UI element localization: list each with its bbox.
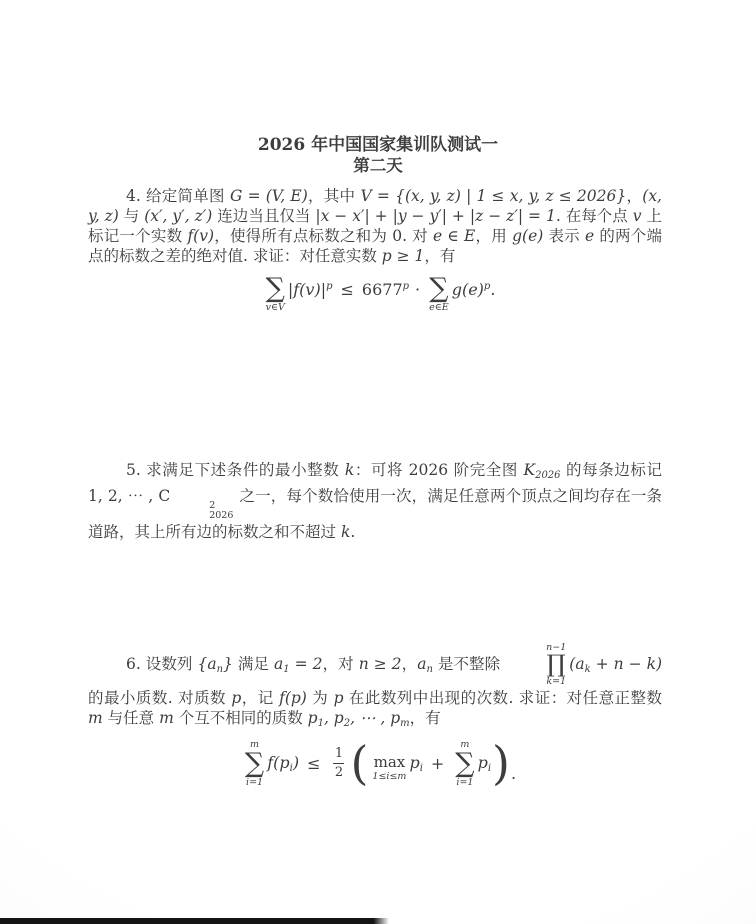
- sum-over-edges: [429, 273, 449, 314]
- max-label: max: [373, 753, 406, 772]
- math-run: a: [274, 654, 284, 673]
- math-run: + n − k): [590, 654, 663, 673]
- product-operator: [508, 642, 566, 688]
- text-run: 的每条边标记 1, 2, ⋯ ,: [88, 461, 662, 505]
- page-subtitle: 第二天: [353, 156, 403, 175]
- math-run: f(v): [187, 227, 215, 245]
- math-run: G = (V, E): [230, 187, 308, 205]
- math-run: (x, y, z): [88, 187, 662, 225]
- math-run: p: [333, 688, 344, 707]
- math-run: p: [307, 708, 318, 727]
- text-run: ，对: [322, 654, 359, 673]
- subscript-run: n: [216, 663, 224, 675]
- text-run: 满足: [232, 654, 275, 673]
- math-run: p ≥ 1: [381, 247, 425, 265]
- math-run: |x − x′| + |y − y′| + |z − z′| = 1: [315, 207, 556, 225]
- math-run: g(e): [512, 227, 544, 245]
- math-run: = 2: [289, 654, 323, 673]
- text-run: ，用: [475, 227, 513, 245]
- subscript-run: n: [426, 663, 433, 675]
- math-run: a: [417, 654, 427, 673]
- left-parenthesis: (: [350, 735, 369, 790]
- math-run: v: [632, 207, 642, 225]
- math-run: k: [344, 461, 355, 479]
- text-run: ，有: [409, 708, 441, 727]
- sum-pi: [455, 740, 474, 787]
- inequality-sign: ≤: [340, 280, 354, 300]
- right-parenthesis: ): [492, 735, 510, 790]
- pi-icon: ∏: [546, 650, 566, 679]
- stack-subscript: 2026: [209, 510, 234, 522]
- max-lower-limit: 1≤i≤m: [372, 771, 407, 783]
- text-run: .: [350, 522, 356, 541]
- fraction-numerator: 1: [334, 746, 344, 762]
- subscript-run: 2: [343, 717, 351, 729]
- constant-exponent: p: [402, 281, 410, 293]
- text-run: 连边当且仅当: [212, 207, 316, 225]
- math-run: , ⋯ , p: [350, 708, 401, 727]
- subscript-run: 2026: [535, 470, 561, 481]
- math-run: V = {(x, y, z) | 1 ≤ x, y, z ≤ 2026}: [360, 187, 627, 205]
- text-run: 是不整除: [432, 654, 506, 673]
- p-subscript: i: [487, 763, 492, 775]
- problem-4-formula: [88, 272, 670, 314]
- product-upper-limit: n−1: [546, 642, 567, 653]
- sum-lower-limit: i=1: [456, 776, 474, 788]
- text-run: ，有: [424, 247, 456, 265]
- sup-sub-stack: [171, 501, 233, 522]
- lhs-body: |f(v)|: [287, 280, 327, 300]
- product-lower-limit: k=1: [546, 676, 567, 688]
- sum-lower-limit: i=1: [246, 776, 264, 788]
- math-run: K: [523, 461, 536, 479]
- text-run: ，其中: [307, 187, 361, 205]
- text-run: 的最小质数. 对质数: [88, 688, 232, 707]
- math-run: }: [223, 654, 233, 673]
- stack-superscript: 2: [209, 500, 216, 511]
- rhs-body: g(e): [451, 280, 484, 300]
- combinatorial-base: C: [158, 487, 171, 505]
- period: .: [510, 764, 517, 784]
- text-run: ，: [401, 654, 418, 673]
- problem-5-paragraph: [88, 460, 662, 542]
- problem-6-formula: [88, 735, 670, 790]
- sum-pi-term: [478, 753, 491, 774]
- subscript-run: 1: [283, 663, 290, 675]
- constant-value: 6677: [361, 280, 403, 300]
- text-run: 上标记一个实数: [88, 207, 662, 245]
- problem-4-paragraph: [88, 186, 662, 266]
- text-run: ：可将 2026 阶完全图: [354, 461, 524, 479]
- sigma-icon: ∑: [265, 273, 285, 304]
- math-run: m: [159, 708, 174, 727]
- p-var: p: [477, 753, 488, 773]
- p-subscript: i: [419, 763, 423, 775]
- max-pi-term: [409, 753, 422, 774]
- multiplication-dot: ·: [415, 280, 421, 300]
- text-run: ，: [626, 187, 643, 205]
- sum-lower-limit: v∈V: [265, 302, 285, 314]
- text-run: 个互不相同的质数: [173, 708, 308, 727]
- sum-over-vertices: [265, 273, 285, 314]
- text-run: 6. 设数列: [126, 654, 198, 673]
- f-subscript: i: [289, 763, 293, 775]
- fraction-denominator: 2: [334, 764, 344, 780]
- p-var: p: [409, 753, 420, 773]
- plus-sign: +: [430, 754, 445, 774]
- lhs-term: [288, 280, 333, 299]
- sum-f-pi: [245, 740, 264, 787]
- sum-upper-limit: m: [460, 739, 470, 750]
- subscript-run: k: [584, 663, 591, 675]
- sum-upper-limit: m: [250, 739, 260, 750]
- period: .: [490, 280, 496, 300]
- text-run: 之一，每个数恰使用一次，满足任意两个顶点之间均存在一条道路，其上所有边的标数之和不超过: [88, 487, 662, 541]
- text-run: . 在每个点: [555, 207, 633, 225]
- text-run: 的两个端点的标数之差的绝对值. 求证：对任意实数: [88, 227, 662, 265]
- text-run: 与任意: [102, 708, 160, 727]
- math-run: n ≥ 2: [358, 654, 402, 673]
- constant-term: [362, 280, 409, 299]
- math-run: f(p): [279, 688, 307, 707]
- sigma-icon: ∑: [429, 273, 449, 304]
- text-run: 表示: [543, 227, 586, 245]
- text-run: 5. 求满足下述条件的最小整数: [126, 461, 345, 479]
- photo-edge-bar: [0, 918, 389, 924]
- rhs-term: [452, 280, 496, 299]
- text-run: 在此数列中出现的次数. 求证：对任意正整数: [343, 688, 662, 707]
- math-run: e ∈ E: [433, 227, 476, 245]
- max-operator: [372, 755, 406, 782]
- f-open: f(p: [267, 753, 290, 773]
- math-run: {a: [197, 654, 217, 673]
- text-run: 4. 给定简单图: [126, 187, 230, 205]
- math-run: p: [231, 688, 242, 707]
- subscript-run: m: [400, 717, 410, 729]
- math-run: m: [88, 708, 103, 727]
- sigma-icon: ∑: [455, 747, 475, 779]
- page-title: 2026 年中国国家集训队测试一: [257, 135, 499, 155]
- math-run: (x′, y′, z′): [144, 207, 213, 225]
- sum-lower-limit: e∈E: [429, 302, 449, 314]
- problem-6-paragraph: [88, 642, 662, 734]
- math-run: , p: [323, 708, 344, 727]
- math-run: e: [585, 227, 595, 245]
- subscript-run: 1: [317, 717, 324, 729]
- rhs-exponent: p: [483, 281, 491, 293]
- math-run: k: [340, 522, 351, 541]
- lhs-exponent: p: [326, 281, 333, 293]
- f-pi-term: [267, 753, 299, 774]
- one-half-fraction: [333, 747, 344, 780]
- f-close: ): [292, 753, 300, 773]
- text-run: 与: [118, 207, 145, 225]
- sigma-icon: ∑: [244, 747, 265, 779]
- math-run: (a: [569, 654, 585, 673]
- inequality-sign: ≤: [307, 754, 321, 774]
- text-run: 为: [306, 688, 334, 707]
- text-run: ，记: [241, 688, 280, 707]
- text-run: ，使得所有点标数之和为 0. 对: [214, 227, 434, 245]
